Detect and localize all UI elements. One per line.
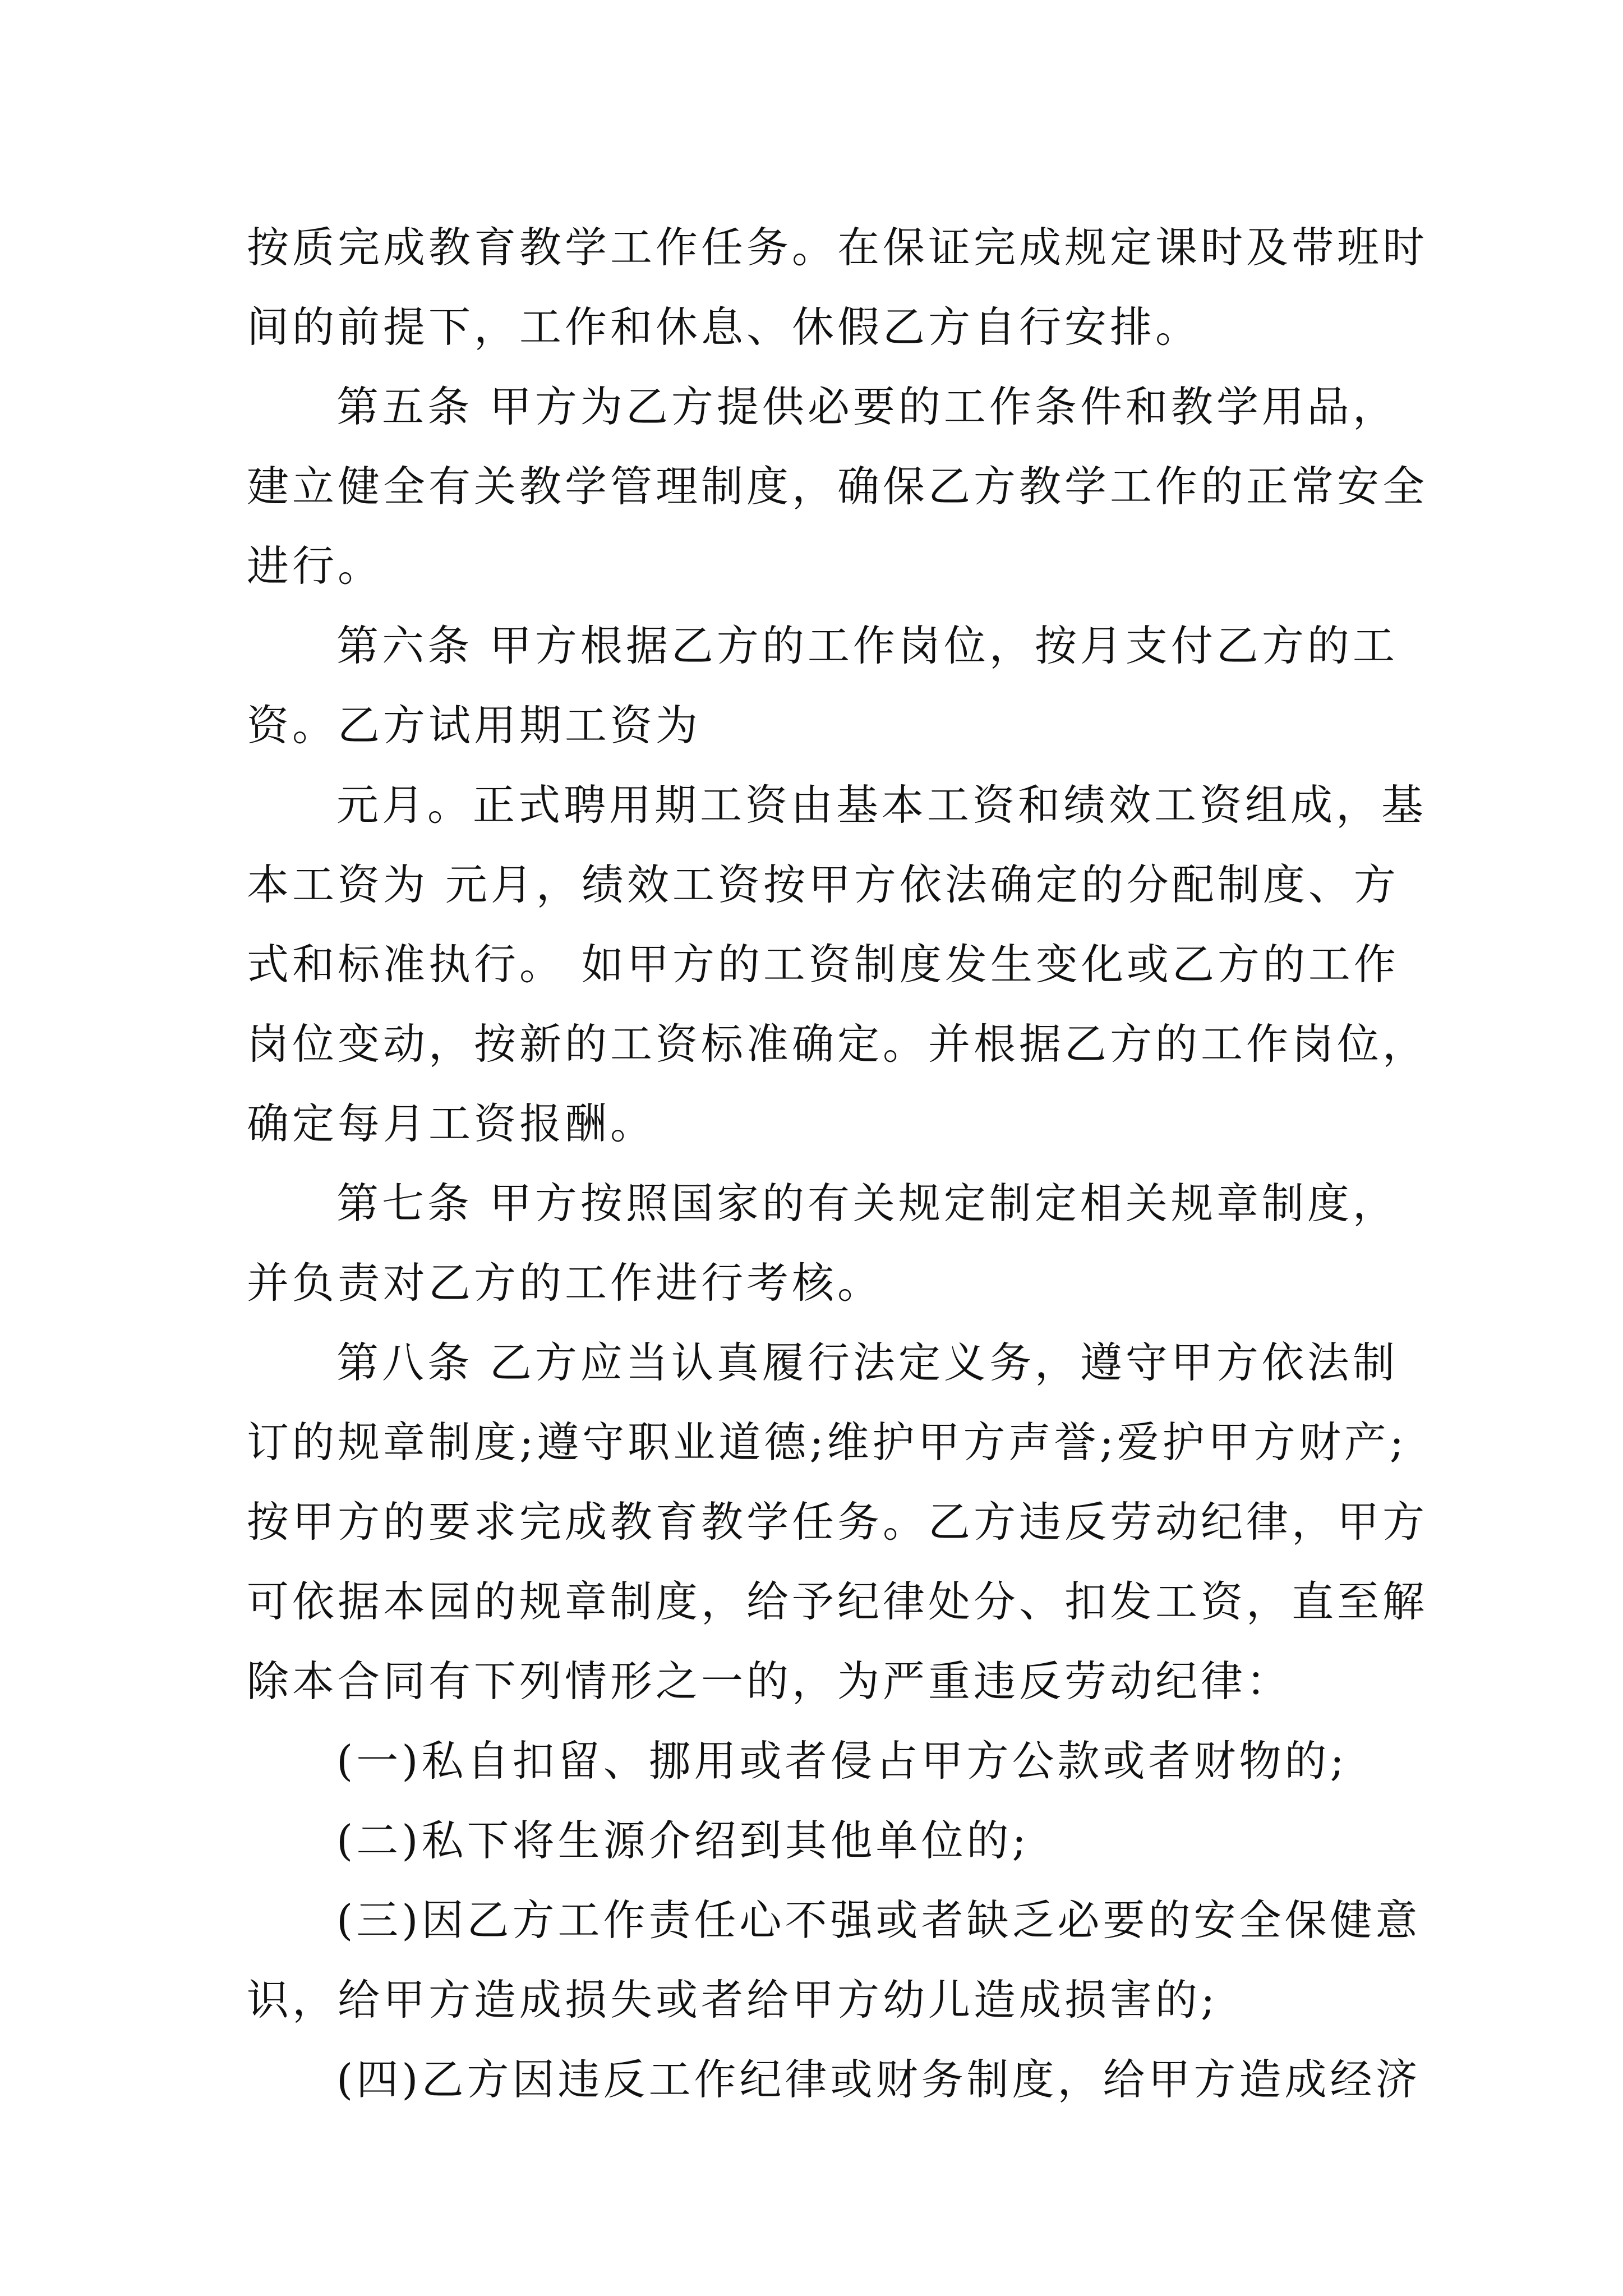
text-line: 进行。 [247,541,384,591]
text-line: 并负责对乙方的工作进行考核。 [247,1258,883,1308]
text-line: 建立健全有关教学管理制度，确保乙方教学工作的正常安全 [247,462,1428,511]
text-line: (四)乙方因违反工作纪律或财务制度，给甲方造成经济 [336,2055,1421,2104]
text-line: 按质完成教育教学工作任务。在保证完成规定课时及带班时 [247,223,1428,272]
text-line: (二)私下将生源介绍到其他单位的; [336,1816,1030,1865]
text-line: (三)因乙方工作责任心不强或者缺乏必要的安全保健意 [336,1895,1421,1945]
text-line: 资。乙方试用期工资为 [247,701,702,750]
contract-text-body [247,208,1428,2119]
text-line: 按甲方的要求完成教育教学任务。乙方违反劳动纪律，甲方 [247,1497,1428,1547]
text-line: (一)私自扣留、挪用或者侵占甲方公款或者财物的; [336,1736,1348,1786]
text-line: 第七条 甲方按照国家的有关规定制定相关规章制度， [336,1179,1398,1228]
text-line: 除本合同有下列情形之一的，为严重违反劳动纪律： [247,1657,1292,1706]
text-line: 第八条 乙方应当认真履行法定义务，遵守甲方依法制 [336,1338,1398,1387]
text-line: 第六条 甲方根据乙方的工作岗位，按月支付乙方的工 [336,621,1398,670]
text-line: 间的前提下，工作和休息、休假乙方自行安排。 [247,302,1201,352]
text-line: 本工资为 元月，绩效工资按甲方依法确定的分配制度、方 [247,860,1399,909]
text-line: 订的规章制度;遵守职业道德;维护甲方声誉;爱护甲方财产; [247,1418,1408,1467]
text-line: 式和标准执行。 如甲方的工资制度发生变化或乙方的工作 [247,940,1399,989]
text-line: 第五条 甲方为乙方提供必要的工作条件和教学用品， [336,382,1398,431]
text-line: 识，给甲方造成损失或者给甲方幼儿造成损害的; [247,1975,1219,2024]
text-line: 元月。正式聘用期工资由基本工资和绩效工资组成，基 [336,780,1427,830]
text-line: 岗位变动，按新的工资标准确定。并根据乙方的工作岗位， [247,1019,1428,1069]
text-line: 可依据本园的规章制度，给予纪律处分、扣发工资，直至解 [247,1577,1428,1626]
text-line: 确定每月工资报酬。 [247,1099,656,1148]
